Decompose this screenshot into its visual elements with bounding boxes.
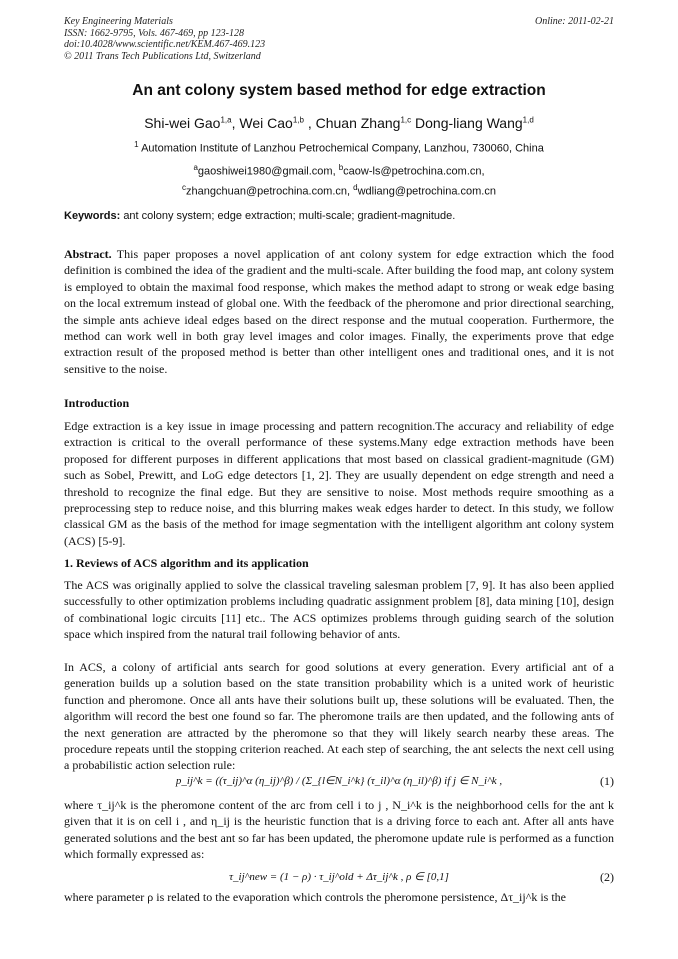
author-sup: 1,b (292, 115, 304, 125)
paper-title: An ant colony system based method for edge extraction (132, 82, 546, 99)
keywords (64, 210, 455, 222)
intro-text: Edge extraction is a key issue in image processing and pattern recognition.The accuracy and reliability of edge extraction is critical to the overall performance of these systems.Many edge extraction methods have been proposed for different purposes in different applications that most based on classical gradient-magnitude (GM) such as Sobel, Prewitt, and LoG edge detectors [1, 2]. They are usually dependent on edge strength and need a threshold to recognize the final edge. But they are sensitive to noise. Most methods require smoothing as a preprocessing step to reduce noise, and this blurring makes weak edges harder to detect. In this study, we follow classical GM as the basis of the method for image segmentation with the intelligent algorithm ant colony system (ACS) [5-9]. (64, 419, 614, 548)
section1-paragraph-4: where parameter ρ is related to the evaporation which controls the pheromone persistence, Δτ_ij^k is the (64, 890, 566, 904)
equation-2: τ_ij^new = (1 − ρ) · τ_ij^old + Δτ_ij^k , ρ ∈ [0,1] (229, 871, 449, 883)
section1-paragraph-2: In ACS, a colony of artificial ants search for good solutions at every generation. Every artificial ant of a generation builds up a solution based on the state transition probability which is a united work of heuristic function and pheromone. Once all ants have their solutions built up, these solutions will be evaluated. Then, the algorithm will record the best one found so far. The pheromone trails are then updated, and the following ants of the next generation are attracted by the pheromone so that they will likely search nearby these areas. The procedure repeats until the stopping criterion reached. At each step of searching, the ant selects the next cell using a probabilistic action selection rule: (64, 660, 614, 773)
email-a[interactable]: gaoshiwei1980@gmail.com, (197, 165, 336, 178)
author-name: Chuan Zhang (315, 115, 401, 131)
author-name: Shi-wei Gao (144, 115, 221, 131)
author-sup: 1,a (220, 115, 232, 125)
equation-2-number: (2) (600, 870, 614, 884)
affiliation (0, 140, 678, 155)
author-sup: 1,c (400, 115, 412, 125)
abstract-label: Abstract. (64, 247, 112, 261)
journal-name: Key Engineering Materials (64, 16, 173, 27)
copyright-line: © 2011 Trans Tech Publications Ltd, Switzerland (64, 50, 261, 62)
equation-1-number: (1) (600, 774, 614, 788)
author-name: Dong-liang Wang (415, 115, 523, 131)
author-sup: 1,d (522, 115, 534, 125)
abstract-text: This paper proposes a novel application of ant colony system for edge extraction which the food definition is combined the idea of the gradient and the multi-scale. After building the food map, ant colony system is employed to obtain the maximal food response, which makes the method adapt to strong or weak edge basing on the local extremum instead of global one. With the feedback of the pheromone and prior directional searching, the simple ants achieve ideal edges based on the direct response and the mutual cooperation. Furthermore, the method can work well in both gray level images and color images. Finally, the experiments prove that edge extraction result of the proposed method is better than other intelligent ones and traditional ones, and it is not sensitive to the noise. (64, 247, 614, 376)
section1-paragraph-3: where τ_ij^k is the pheromone content of the arc from cell i to j , N_i^k is the neighborhood cells for the ant k given that it is on cell i , and η_ij is the heuristic function that is a driving force to each ant. After all ants have generated solutions and the best ant so far has been updated, the pheromone update rule is performed as a function which formally expressed as: (64, 798, 614, 862)
email-c[interactable]: zhangchuan@petrochina.com.cn, (186, 185, 351, 198)
email-b[interactable]: caow-ls@petrochina.com.cn, (343, 165, 485, 178)
issn-line: ISSN: 1662-9795, Vols. 467-469, pp 123-128 (64, 27, 244, 39)
email-block: $^a$gaoshiwei1980@gmail.com, $^b$caow-ls@petrochina.com.cn, $^c$zhangchuan@petrochina.com.cn, $^d$wdliang@petrochina.com.cn (182, 163, 496, 198)
abstract (64, 246, 614, 377)
author-name: Wei Cao (239, 115, 293, 131)
doi-line: doi:10.4028/www.scientific.net/KEM.467-469.123 (64, 39, 266, 50)
author-list: Shi-wei Gao$^{1,a}$, Wei Cao$^{1,b}$ , Chuan Zhang$^{1,c}$ Dong-liang Wang$^{1,d}$ (144, 115, 534, 131)
keywords-text: ant colony system; edge extraction; multi-scale; gradient-magnitude. (123, 210, 456, 222)
section1-paragraph-1: The ACS was originally applied to solve the classical traveling salesman problem [7, 9]. It has also been applied successfully to other optimization problems including quadratic assignment problem [8], data mining [10], design of combinational logic circuits [11] etc.. The ACS optimizes problems through guiding search of the solution space which inspired from the natural trail following behavior of ants. (64, 578, 614, 642)
affiliation-text: Automation Institute of Lanzhou Petrochemical Company, Lanzhou, 730060, China (141, 142, 544, 155)
journal-header (64, 16, 265, 62)
affiliation-sup: 1 (134, 140, 139, 149)
equation-1: p_ij^k = ((τ_ij)^α (η_ij)^β) / (Σ_{l∈N_i^k} (τ_il)^α (η_il)^β) if j ∈ N_i^k , (175, 775, 503, 787)
section1-heading: 1. Reviews of ACS algorithm and its application (64, 556, 309, 570)
intro-heading: Introduction (64, 396, 130, 410)
online-date: Online: 2011-02-21 (535, 16, 614, 27)
keywords-label: Keywords: (64, 210, 121, 222)
email-d[interactable]: wdliang@petrochina.com.cn (357, 185, 496, 198)
